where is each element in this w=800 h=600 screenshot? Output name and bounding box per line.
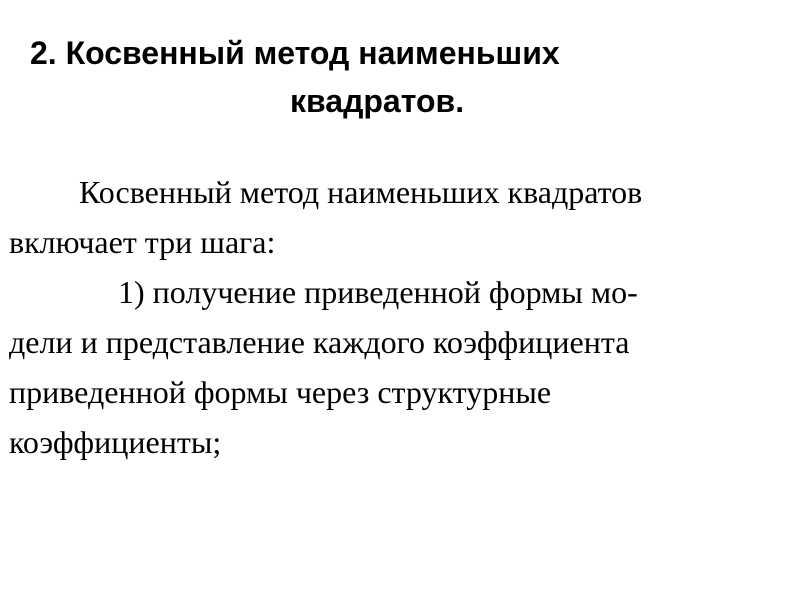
step-list-item-line: 1) получение приведенной формы мо- [118,274,638,310]
step-list-item-line: дели и представление каждого коэффициента [9,324,630,360]
slide-title-line: 2. Косвенный метод наименьших [30,35,560,71]
step-list-item-line: коэффициенты; [9,424,222,460]
slide-title-line: квадратов. [290,83,465,119]
slide-title [0,29,800,125]
body-paragraph-line: включает три шага: [9,224,276,260]
slide-body [0,167,800,467]
body-paragraph-line: Косвенный метод наименьших квадратов [79,174,643,210]
step-list-item-line: приведенной формы через структурные [9,374,552,410]
